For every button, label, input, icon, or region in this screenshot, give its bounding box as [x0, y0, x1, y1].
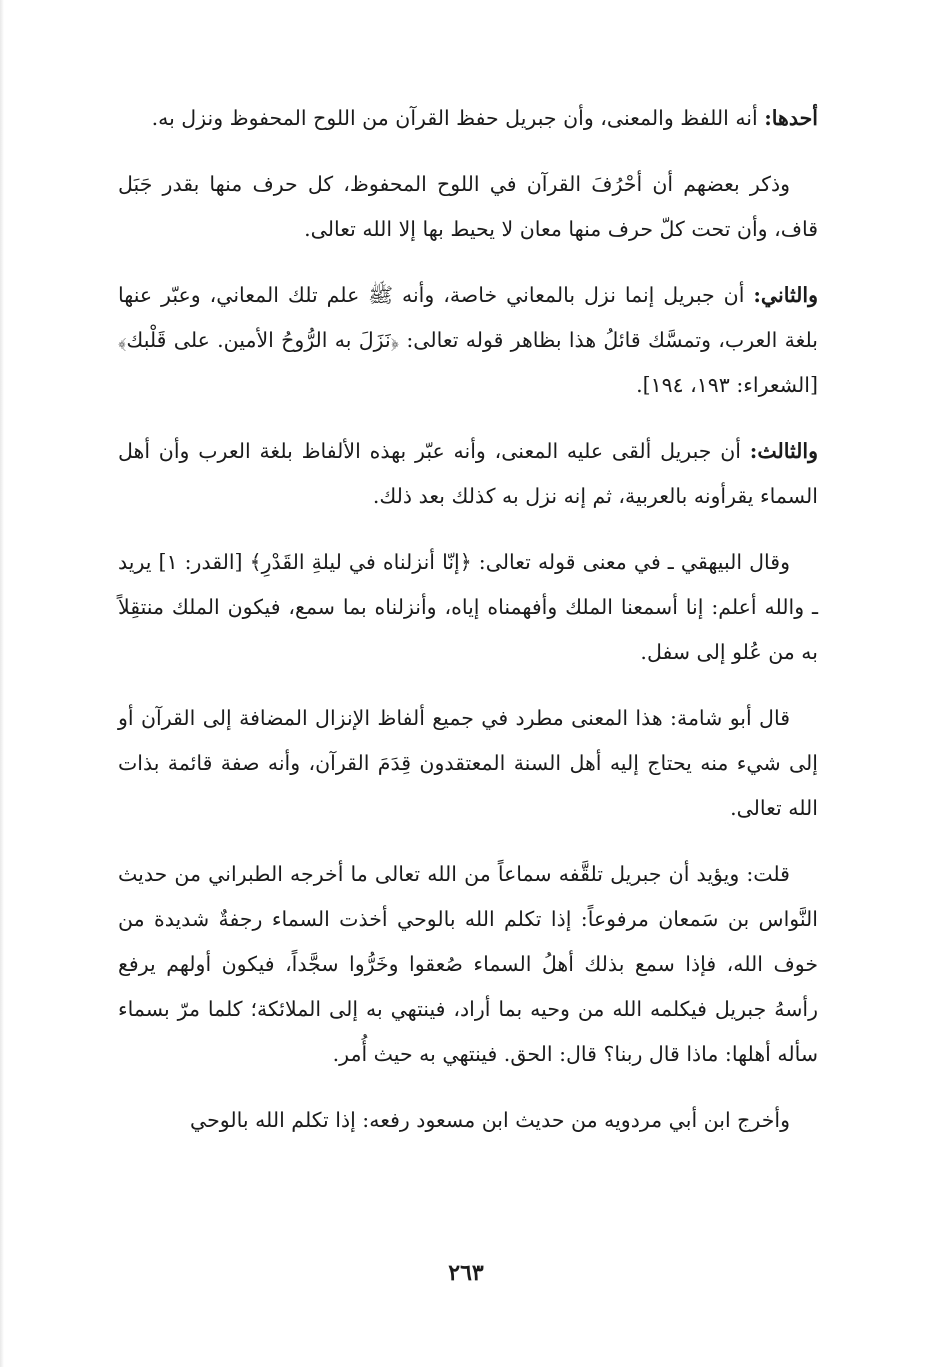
paragraph-bayhaqi: [118, 540, 818, 675]
page-number: ٢٦٣: [448, 1260, 484, 1286]
paragraph-text: أنه اللفظ والمعنى، وأن جبريل حفظ القرآن من اللوح المحفوظ ونزل به.: [151, 106, 765, 130]
paragraph-text: وذكر بعضهم أن أحْرُفَ القرآن في اللوح المحفوظ، كل حرف منها بقدر جَبَل قاف، وأن تحت كلّ حرف منها معان لا يحيط بها إلا الله تعالى.: [118, 172, 818, 241]
paragraph-first-opinion: [118, 96, 818, 141]
body-text: [118, 96, 818, 1164]
paragraph-letters-note: [118, 162, 818, 252]
paragraph-text: قلت: ويؤيد أن جبريل تلقَّفه سماعاً من الله تعالى ما أخرجه الطبراني من حديث النَّواس بن سَمعان مرفوعاً: إذا تكلم الله بالوحي أخذت السماء رجفةٌ شديدة من خوف الله، فإذا سمع بذلك أهلُ السماء صُعقوا وخَرُّوا سجَّداً، فيكون أولهم يرفع رأسهُ جبريل فيكلمه الله من وحيه بما أراد، فينتهي به إلى الملائكة؛ كلما مرّ بسماء سأله أهلها: ماذا قال ربنا؟ قال: الحق. فينتهي به حيث أُمر.: [118, 862, 818, 1066]
paragraph-text: أن جبريل ألقى عليه المعنى، وأنه عبّر بهذه الألفاظ بلغة العرب وأن أهل السماء يقرأونه بالعربية، ثم إنه نزل به كذلك بعد ذلك.: [118, 439, 818, 508]
paragraph-text: وأخرج ابن أبي مردويه من حديث ابن مسعود رفعه: إذا تكلم الله بالوحي: [190, 1108, 790, 1132]
paragraph-ibn-marduyah: [118, 1098, 818, 1143]
paragraph-text: قال أبو شامة: هذا المعنى مطرد في جميع ألفاظ الإنزال المضافة إلى القرآن أو إلى شيء منه يحتاج إليه أهل السنة المعتقدون قِدَمَ القرآن، وأنه صفة قائمة بذات الله تعالى.: [118, 706, 818, 820]
paragraph-text: وقال البيهقي ـ في معنى قوله تعالى: ﴿إنّا أنزلناه في ليلةِ القَدْرِ﴾ [القدر: ١] يريد ـ والله أعلم: إنا أسمعنا الملك وأفهمناه إياه، وأنزلناه بما سمع، فيكون الملك منتقِلاً به من عُلو إلى سفل.: [118, 550, 818, 664]
paragraph-label: والثاني:: [753, 283, 818, 307]
paragraph-label: أحدها:: [764, 106, 818, 130]
paragraph-label: والثالث:: [749, 439, 818, 463]
paragraph-tabarani-hadith: [118, 852, 818, 1077]
paragraph-second-opinion: [118, 273, 818, 408]
paragraph-text: أن جبريل إنما نزل بالمعاني خاصة، وأنه ﷺ علم تلك المعاني، وعبّر عنها بلغة العرب، وتمسَّك قائلُ هذا بظاهر قوله تعالى: ﴿نَزَلَ به الرُّوحُ الأمين. على قَلْبك﴾ [الشعراء: ١٩٣، ١٩٤].: [118, 283, 818, 397]
scan-edge: [0, 0, 4, 1367]
paragraph-abu-shama: [118, 696, 818, 831]
paragraph-third-opinion: [118, 429, 818, 519]
